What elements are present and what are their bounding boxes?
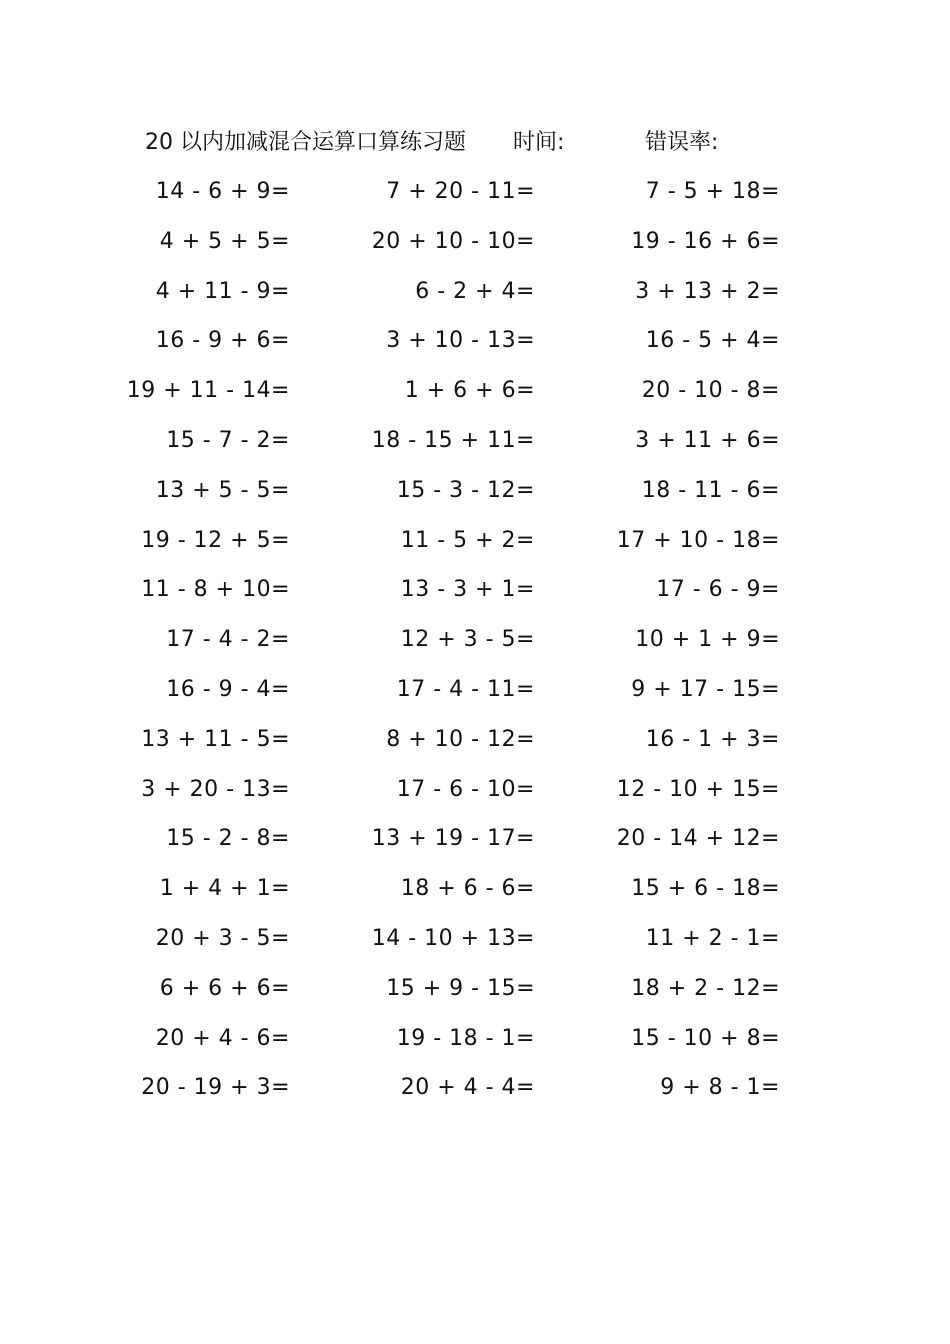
problem-item: 17 - 6 - 10= [396,776,535,802]
problem-item: 19 + 11 - 14= [126,378,290,404]
problem-row [0,622,950,672]
problem-item: 16 - 5 + 4= [645,328,780,354]
problem-item: 3 + 13 + 2= [635,278,780,304]
problem-item: 15 - 3 - 12= [396,477,535,503]
problem-item: 15 - 10 + 8= [631,1025,780,1051]
problem-row [0,921,950,971]
problem-item: 18 + 2 - 12= [631,975,780,1001]
problem-item: 11 + 2 - 1= [645,925,780,951]
problem-row [0,1021,950,1071]
problem-item: 19 - 12 + 5= [141,527,290,553]
problem-row [0,871,950,921]
problem-item: 18 - 15 + 11= [371,427,535,453]
problem-item: 18 - 11 - 6= [641,477,780,503]
problem-item: 20 + 4 - 4= [400,1075,535,1101]
problem-grid [0,174,950,1120]
problem-item: 14 - 10 + 13= [371,925,535,951]
problem-row [0,971,950,1021]
problem-item: 15 - 7 - 2= [166,427,290,453]
problem-item: 9 + 17 - 15= [631,676,780,702]
problem-row [0,274,950,324]
problem-item: 3 + 11 + 6= [635,427,780,453]
problem-item: 17 - 4 - 11= [396,676,535,702]
problem-row [0,323,950,373]
problem-row [0,821,950,871]
problem-row [0,423,950,473]
worksheet-title: 20 以内加减混合运算口算练习题 [145,130,466,155]
problem-row [0,772,950,822]
problem-item: 11 - 8 + 10= [141,577,290,603]
problem-item: 19 - 18 - 1= [396,1025,535,1051]
error-rate-label: 错误率: [645,130,719,155]
problem-item: 16 - 9 - 4= [166,676,290,702]
problem-row [0,572,950,622]
problem-item: 20 + 3 - 5= [155,925,290,951]
problem-item: 8 + 10 - 12= [386,726,535,752]
problem-row [0,1070,950,1120]
problem-item: 17 - 4 - 2= [166,627,290,653]
problem-item: 20 - 19 + 3= [141,1075,290,1101]
problem-item: 15 - 2 - 8= [166,826,290,852]
problem-item: 19 - 16 + 6= [631,228,780,254]
problem-item: 12 - 10 + 15= [616,776,780,802]
problem-item: 7 + 20 - 11= [386,179,535,204]
problem-row [0,224,950,274]
problem-row [0,373,950,423]
time-label: 时间: [513,130,565,155]
problem-item: 12 + 3 - 5= [400,627,535,653]
problem-item: 13 + 11 - 5= [141,726,290,752]
problem-item: 11 - 5 + 2= [400,527,535,553]
problem-item: 15 + 9 - 15= [386,975,535,1001]
problem-item: 18 + 6 - 6= [400,876,535,902]
problem-item: 20 + 4 - 6= [155,1025,290,1051]
problem-item: 13 + 19 - 17= [371,826,535,852]
problem-item: 16 - 1 + 3= [645,726,780,752]
problem-item: 17 + 10 - 18= [616,527,780,553]
problem-item: 9 + 8 - 1= [660,1075,780,1101]
problem-item: 20 + 10 - 10= [371,228,535,254]
problem-row [0,174,950,224]
problem-item: 16 - 9 + 6= [155,328,290,354]
problem-item: 10 + 1 + 9= [635,627,780,653]
problem-row [0,523,950,573]
problem-item: 3 + 10 - 13= [386,328,535,354]
problem-item: 13 - 3 + 1= [400,577,535,603]
problem-item: 4 + 11 - 9= [155,278,290,304]
problem-item: 15 + 6 - 18= [631,876,780,902]
problem-item: 7 - 5 + 18= [645,179,780,204]
problem-row [0,473,950,523]
problem-item: 1 + 6 + 6= [404,378,535,404]
problem-item: 6 + 6 + 6= [159,975,290,1001]
problem-item: 1 + 4 + 1= [159,876,290,902]
worksheet-header [0,126,950,160]
problem-item: 20 - 10 - 8= [641,378,780,404]
problem-item: 4 + 5 + 5= [159,228,290,254]
problem-item: 17 - 6 - 9= [656,577,780,603]
problem-item: 20 - 14 + 12= [616,826,780,852]
problem-row [0,722,950,772]
problem-row [0,672,950,722]
problem-item: 14 - 6 + 9= [155,179,290,204]
problem-item: 13 + 5 - 5= [155,477,290,503]
problem-item: 3 + 20 - 13= [141,776,290,802]
problem-item: 6 - 2 + 4= [415,278,535,304]
